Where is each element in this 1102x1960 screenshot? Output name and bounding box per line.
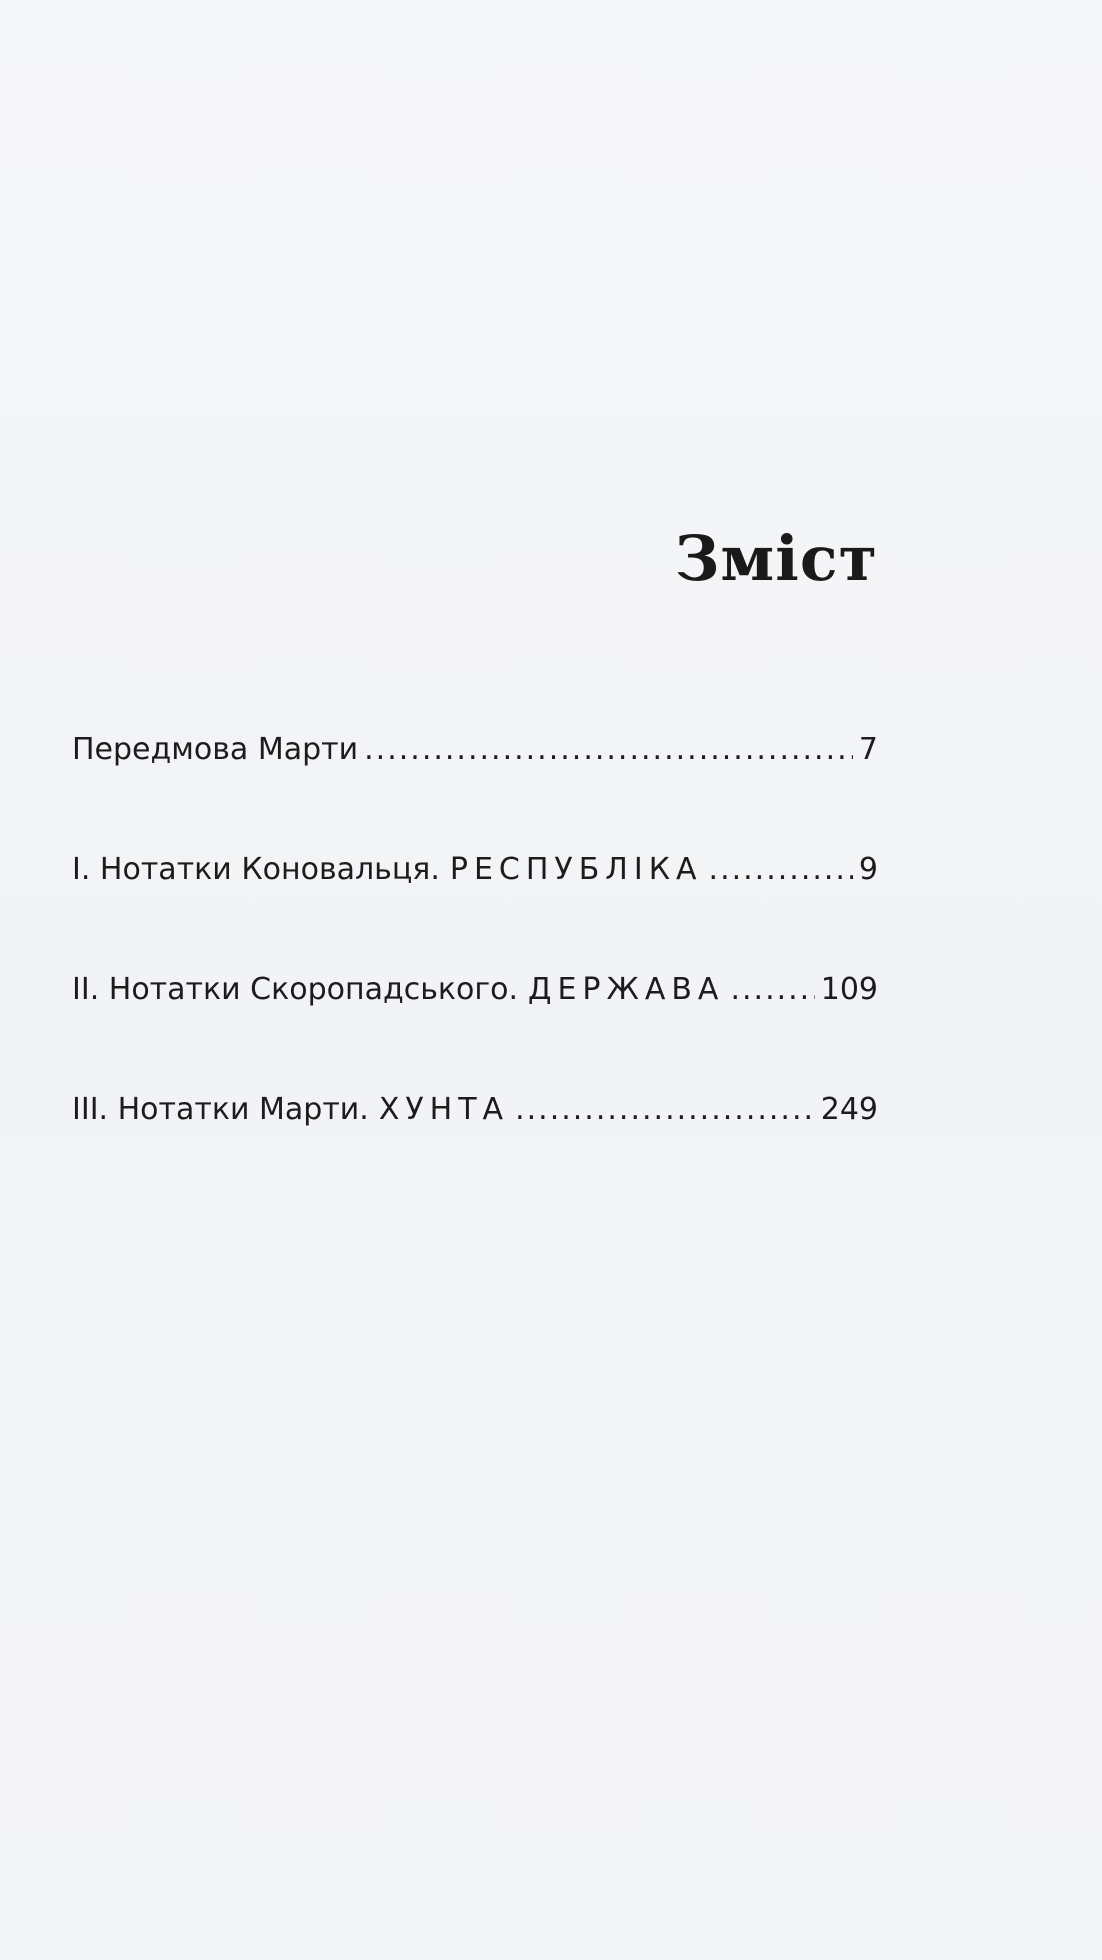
toc-entry-foreword[interactable] <box>72 730 878 770</box>
toc-entry-page: 9 <box>858 852 878 887</box>
toc-entry-subtitle: ДЕРЖАВА <box>528 972 725 1007</box>
toc-entry-part-3[interactable] <box>72 1090 878 1130</box>
toc-entry-subtitle: РЕСПУБЛІКА <box>449 852 703 887</box>
toc-entry-title: ІІІ. Нотатки Марти. <box>72 1092 369 1127</box>
toc-entry-part-1[interactable] <box>72 850 878 890</box>
dot-leader <box>730 970 814 1010</box>
toc-entry-title: І. Нотатки Коновальця. <box>72 852 440 887</box>
toc-entry-page: 109 <box>820 972 878 1007</box>
page-title: Зміст <box>674 522 878 595</box>
toc-entry-page: 7 <box>858 732 878 767</box>
toc-entry-subtitle: ХУНТА <box>378 1092 510 1127</box>
dot-leader <box>364 730 853 770</box>
toc-entry-title: ІІ. Нотатки Скоропадського. <box>72 972 519 1007</box>
toc-entry-title: Передмова Марти <box>72 732 359 767</box>
dot-leader <box>515 1090 815 1130</box>
toc-entry-part-2[interactable] <box>72 970 878 1010</box>
dot-leader <box>709 850 853 890</box>
toc-entry-page: 249 <box>820 1092 878 1127</box>
